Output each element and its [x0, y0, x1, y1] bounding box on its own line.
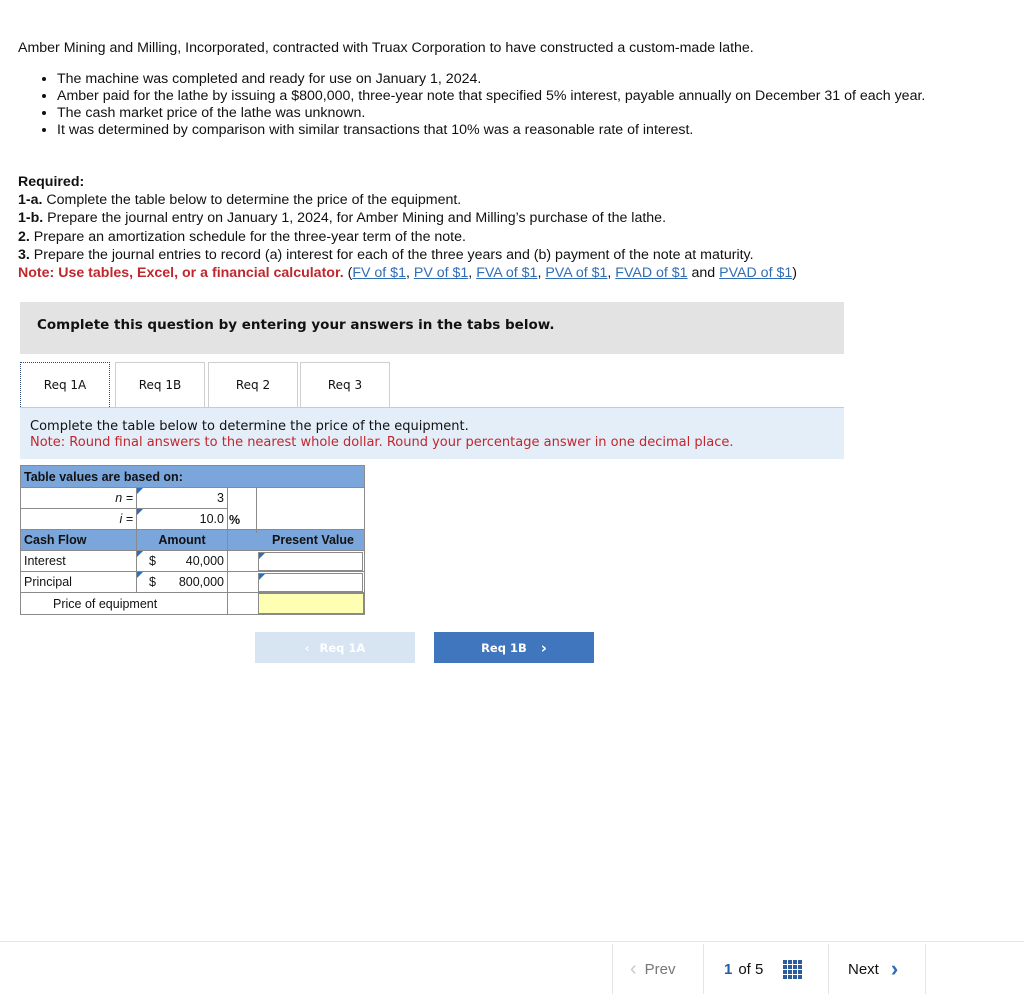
fva-link[interactable]: FVA of $1	[476, 265, 538, 282]
pva-link[interactable]: PVA of $1	[545, 265, 608, 282]
principal-amount[interactable]: $ 800,000	[137, 572, 228, 593]
tab-req-1b[interactable]: Req 1B	[115, 362, 205, 407]
fact-item: • The machine was completed and ready for use on January 1, 2024.	[57, 71, 1018, 88]
price-label: Price of equipment	[21, 593, 228, 615]
facts-list	[18, 71, 1018, 139]
i-label: i =	[21, 509, 137, 530]
percent-sign: %	[229, 513, 241, 527]
tab-req-3[interactable]: Req 3	[300, 362, 390, 407]
pvad-link[interactable]: PVAD of $1	[719, 265, 793, 282]
pv-link[interactable]: PV of $1	[413, 265, 469, 282]
fv-link[interactable]: FV of $1	[352, 265, 406, 282]
tables-note: Note: Use tables, Excel, or a financial calculator. (FV of $1, PV of $1, FVA of $1, PVA of $1, FVAD of $1 and PVAD of $1)	[18, 265, 797, 282]
n-input[interactable]: 3	[137, 488, 228, 509]
price-total-input[interactable]	[258, 593, 364, 614]
required-item: 1-b. Prepare the journal entry on January 1, 2024, for Amber Mining and Milling’s purchase of the lathe.	[18, 210, 667, 227]
footer-prev-button[interactable]: ‹ Prev	[630, 957, 676, 980]
amount-header: Amount	[137, 530, 228, 551]
chevron-right-icon: ›	[540, 638, 547, 657]
chevron-right-icon: ›	[890, 956, 899, 981]
banner-text: Complete this question by entering your answers in the tabs below.	[37, 317, 555, 333]
chevron-left-icon: ‹	[304, 640, 310, 655]
tab-req-2[interactable]: Req 2	[208, 362, 298, 407]
grid-icon[interactable]	[783, 960, 802, 979]
required-title: Required:	[18, 174, 85, 190]
footer-next-button[interactable]: Next ›	[848, 956, 899, 981]
instructions-banner	[20, 302, 844, 354]
problem-statement: Amber Mining and Milling, Incorporated, contracted with Truax Corporation to have constructed a custom-made lathe.	[18, 40, 754, 56]
chevron-left-icon: ‹	[630, 957, 637, 980]
interest-pv-input[interactable]	[258, 552, 363, 571]
problem-intro	[18, 40, 1018, 139]
rounding-note: Note: Round final answers to the nearest whole dollar. Round your percentage answer in one decimal place.	[30, 435, 734, 450]
tab-instructions	[20, 408, 844, 459]
page-indicator: 1 of 5	[724, 944, 802, 994]
fvad-link[interactable]: FVAD of $1	[615, 265, 688, 282]
instruction-line: Complete the table below to determine the price of the equipment.	[30, 419, 469, 434]
required-item: 3. Prepare the journal entries to record (a) interest for each of the three years and (b) payment of the note at maturity.	[18, 246, 754, 263]
rate-side-cell	[228, 488, 365, 530]
fact-item: • The cash market price of the lathe was unknown.	[57, 105, 1018, 122]
principal-label: Principal	[21, 572, 137, 593]
fact-item: • Amber paid for the lathe by issuing a $800,000, three-year note that specified 5% interest, payable annually on December 31 of each year.	[57, 88, 927, 105]
required-section	[18, 173, 1018, 282]
n-label: n =	[21, 488, 137, 509]
required-item: 2. Prepare an amortization schedule for the three-year term of the note.	[18, 228, 466, 245]
footer-divider	[0, 941, 1024, 942]
prev-tab-button[interactable]: ‹ Req 1A	[255, 632, 415, 663]
principal-pv-input[interactable]	[258, 573, 363, 592]
pv-table	[20, 465, 365, 615]
next-tab-button[interactable]: Req 1B ›	[434, 632, 594, 663]
i-input[interactable]: 10.0	[137, 509, 228, 530]
interest-amount[interactable]: $ 40,000	[137, 551, 228, 572]
cash-flow-header: Cash Flow	[21, 530, 137, 551]
present-value-header: Present Value	[228, 530, 365, 551]
table-values-header: Table values are based on:	[21, 466, 365, 488]
interest-label: Interest	[21, 551, 137, 572]
fact-item: • It was determined by comparison with similar transactions that 10% was a reasonable rate of interest.	[57, 122, 1018, 139]
tab-req-1a[interactable]: Req 1A	[20, 362, 110, 407]
required-item: 1-a. Complete the table below to determine the price of the equipment.	[18, 192, 462, 209]
